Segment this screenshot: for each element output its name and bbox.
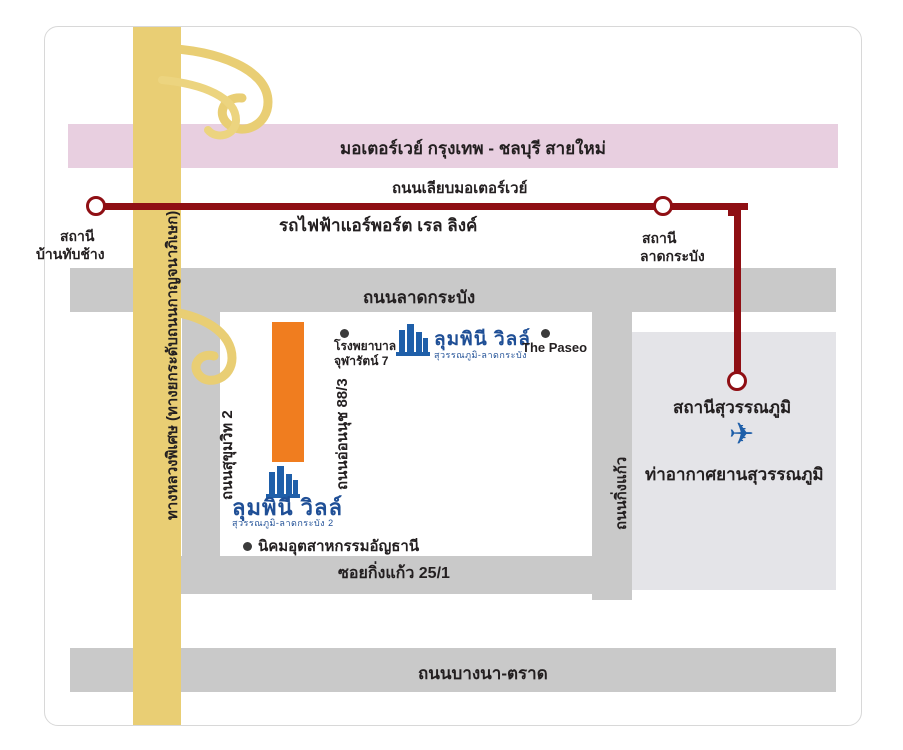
station-label-lat-krabang-line1: สถานี	[642, 230, 677, 246]
rail-line-vertical	[734, 203, 741, 381]
rail-line-corner	[728, 203, 741, 216]
poi-dot-gemopolis-icon	[243, 542, 252, 551]
poi-label-hospital-line2: จุฬารัตน์ 7	[334, 354, 389, 368]
label-road-kingkaew: ถนนกิ่งแก้ว	[613, 456, 630, 530]
poi-label-paseo: The Paseo	[522, 340, 588, 355]
airplane-icon-suvarnabhumi: ✈	[729, 418, 755, 451]
label-road-latkrabang: ถนนลาดกระบัง	[363, 288, 476, 307]
lumpini-logo-mark-1-icon	[396, 320, 430, 356]
poi-dot-paseo-icon	[541, 329, 550, 338]
label-airport-rail-link: รถไฟฟ้าแอร์พอร์ต เรล ลิงค์	[279, 216, 478, 235]
station-marker-suvarnabhumi[interactable]	[727, 371, 747, 391]
label-frontage-road: ถนนเลียบมอเตอร์เวย์	[392, 180, 528, 197]
station-label-ban-thap-chang-line1: สถานี	[60, 228, 95, 244]
label-soi-kingkaew: ซอยกิ่งแก้ว 25/1	[338, 565, 450, 582]
condo-building-icon	[272, 322, 304, 462]
label-road-sukhumvit-2: ถนนสุขุมวิท 2	[219, 410, 236, 500]
label-motorway: มอเตอร์เวย์ กรุงเทพ - ชลบุรี สายใหม่	[340, 139, 606, 158]
project-name-1: ลุมพินี วิลล์	[434, 329, 531, 350]
project-subtitle-1: สุวรรณภูมิ-ลาดกระบัง	[434, 350, 528, 360]
station-label-lat-krabang-line2: ลาดกระบัง	[640, 248, 705, 264]
rail-line-horizontal	[96, 203, 748, 210]
station-marker-lat-krabang[interactable]	[653, 196, 673, 216]
label-road-bangna-trad: ถนนบางนา-ตราด	[418, 664, 548, 683]
station-label-suvarnabhumi: สถานีสุวรรณภูมิ	[673, 398, 792, 417]
project-subtitle-2: สุวรรณภูมิ-ลาดกระบัง 2	[232, 518, 334, 528]
poi-label-hospital-line1: โรงพยาบาล	[334, 339, 397, 353]
road-kingkaew	[592, 300, 632, 600]
project-name-2: ลุมพินี วิลล์	[232, 495, 343, 520]
poi-dot-hospital-icon	[340, 329, 349, 338]
label-expressway-kanchanaphisek: ทางหลวงพิเศษ (ทางยกระดับถนนกาญจนาภิเษก)	[164, 210, 181, 520]
label-suvarnabhumi-airport: ท่าอากาศยานสุวรรณภูมิ	[645, 465, 824, 484]
station-label-ban-thap-chang-line2: บ้านทับช้าง	[36, 246, 105, 262]
label-road-onnut: ถนนอ่อนนุช 88/3	[334, 378, 351, 490]
poi-label-gemopolis: นิคมอุตสาหกรรมอัญธานี	[258, 538, 420, 555]
station-marker-ban-thap-chang[interactable]	[86, 196, 106, 216]
